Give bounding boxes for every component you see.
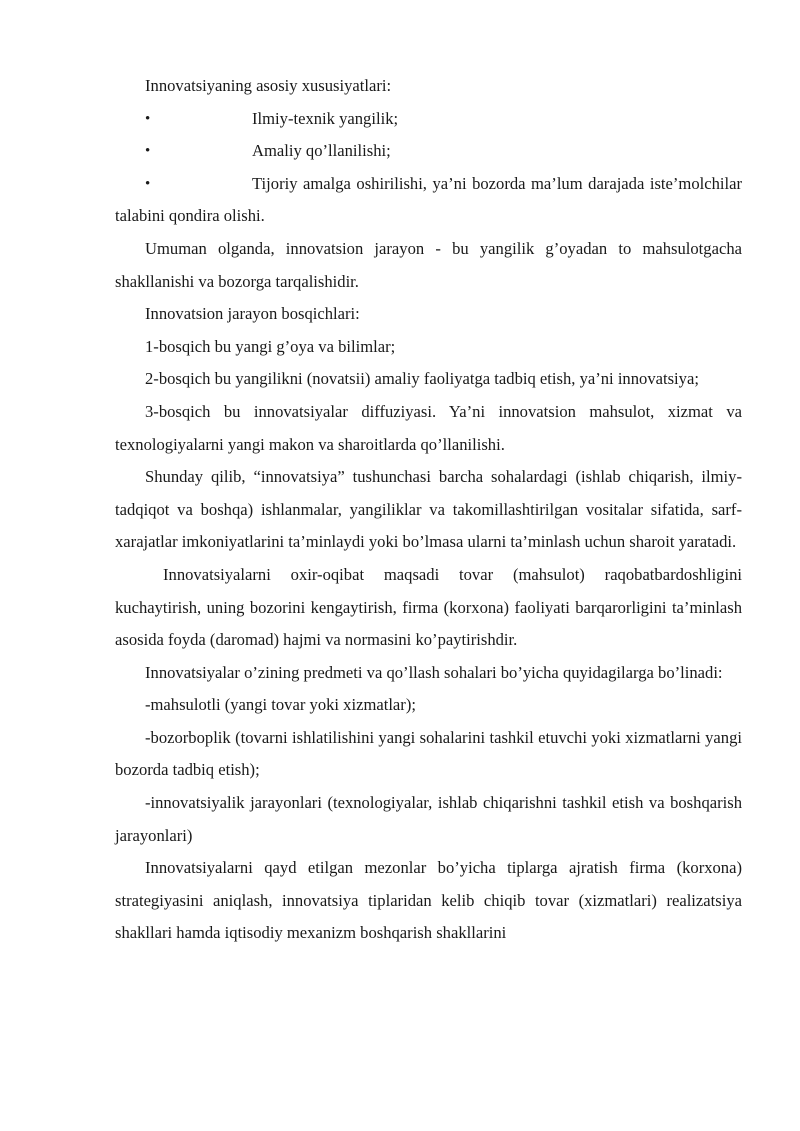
bullet-dot-icon: • <box>145 110 151 127</box>
paragraph: Umuman olganda, innovatsion jarayon - bu yangilik g’oyadan to mahsulotgacha shakllanishi va bozorga tarqalishidir. <box>115 238 742 291</box>
list-item: -mahsulotli (yangi tovar yoki xizmatlar); <box>145 695 416 715</box>
paragraph: 2-bosqich bu yangilikni (novatsii) amaliy faoliyatga tadbiq etish, ya’ni innovatsiya; <box>145 369 699 389</box>
bullet-dot-icon: • <box>145 143 151 160</box>
paragraph: Innovatsion jarayon bosqichlari: <box>145 304 360 324</box>
document-page <box>115 70 742 950</box>
paragraph: Innovatsiyalar o’zining predmeti va qo’llash sohalari bo’yicha quyidagilarga bo’linadi: <box>145 662 723 682</box>
bullet-item <box>115 135 742 168</box>
bullet-text: Ilmiy-texnik yangilik; <box>252 108 399 128</box>
list-item: -bozorboplik (tovarni ishlatilishini yangi sohalarini tashkil etuvchi yoki xizmatlarni yangi bozorda tadbiq etish); <box>115 727 742 780</box>
paragraph: 3-bosqich bu innovatsiyalar diffuziyasi. Ya’ni innovatsion mahsulot, xizmat va texnologiyalarni yangi makon va sharoitlarda qo’llanilishi. <box>115 401 742 454</box>
bullet-text: Tijoriy amalga oshirilishi, ya’ni bozorda ma’lum darajada iste’molchilar talabini qondira olishi. <box>115 173 742 226</box>
paragraph: Innovatsiyalarni oxir-oqibat maqsadi tovar (mahsulot) raqobatbardoshligini kuchaytirish, uning bozorini kengaytirish, firma (korxona) faoliyati barqarorligini ta’minlash asosida foyda (daromad) hajmi va normasini ko’paytirishdir. <box>115 564 742 650</box>
bullet-text: Amaliy qo’llanilishi; <box>252 141 391 161</box>
bullet-dot-icon: • <box>145 175 151 192</box>
section-heading: Innovatsiyaning asosiy xususiyatlari: <box>145 76 392 95</box>
paragraph: Shunday qilib, “innovatsiya” tushunchasi barcha sohalardagi (ishlab chiqarish, ilmiy-tadqiqot va boshqa) ishlanmalar, yangiliklar va takomillashtirilgan vositalar sifatida, sarf-xarajatlar imkoniyatlarini ta’minlaydi yoki bo’lmasa ularni ta’minlash uchun sharoit yaratadi. <box>115 467 742 552</box>
list-item: -innovatsiyalik jarayonlari (texnologiyalar, ishlab chiqarishni tashkil etish va boshqarish jarayonlari) <box>115 793 742 845</box>
bullet-item <box>115 168 742 233</box>
paragraph: Innovatsiyalarni qayd etilgan mezonlar bo’yicha tiplarga ajratish firma (korxona) strategiyasini aniqlash, innovatsiya tiplaridan kelib chiqib tovar (xizmatlari) realizatsiya shakllari hamda iqtisodiy mexanizm boshqarish shakllarini <box>115 858 742 943</box>
bullet-item <box>115 103 742 136</box>
paragraph: 1-bosqich bu yangi g’oya va bilimlar; <box>145 336 396 356</box>
